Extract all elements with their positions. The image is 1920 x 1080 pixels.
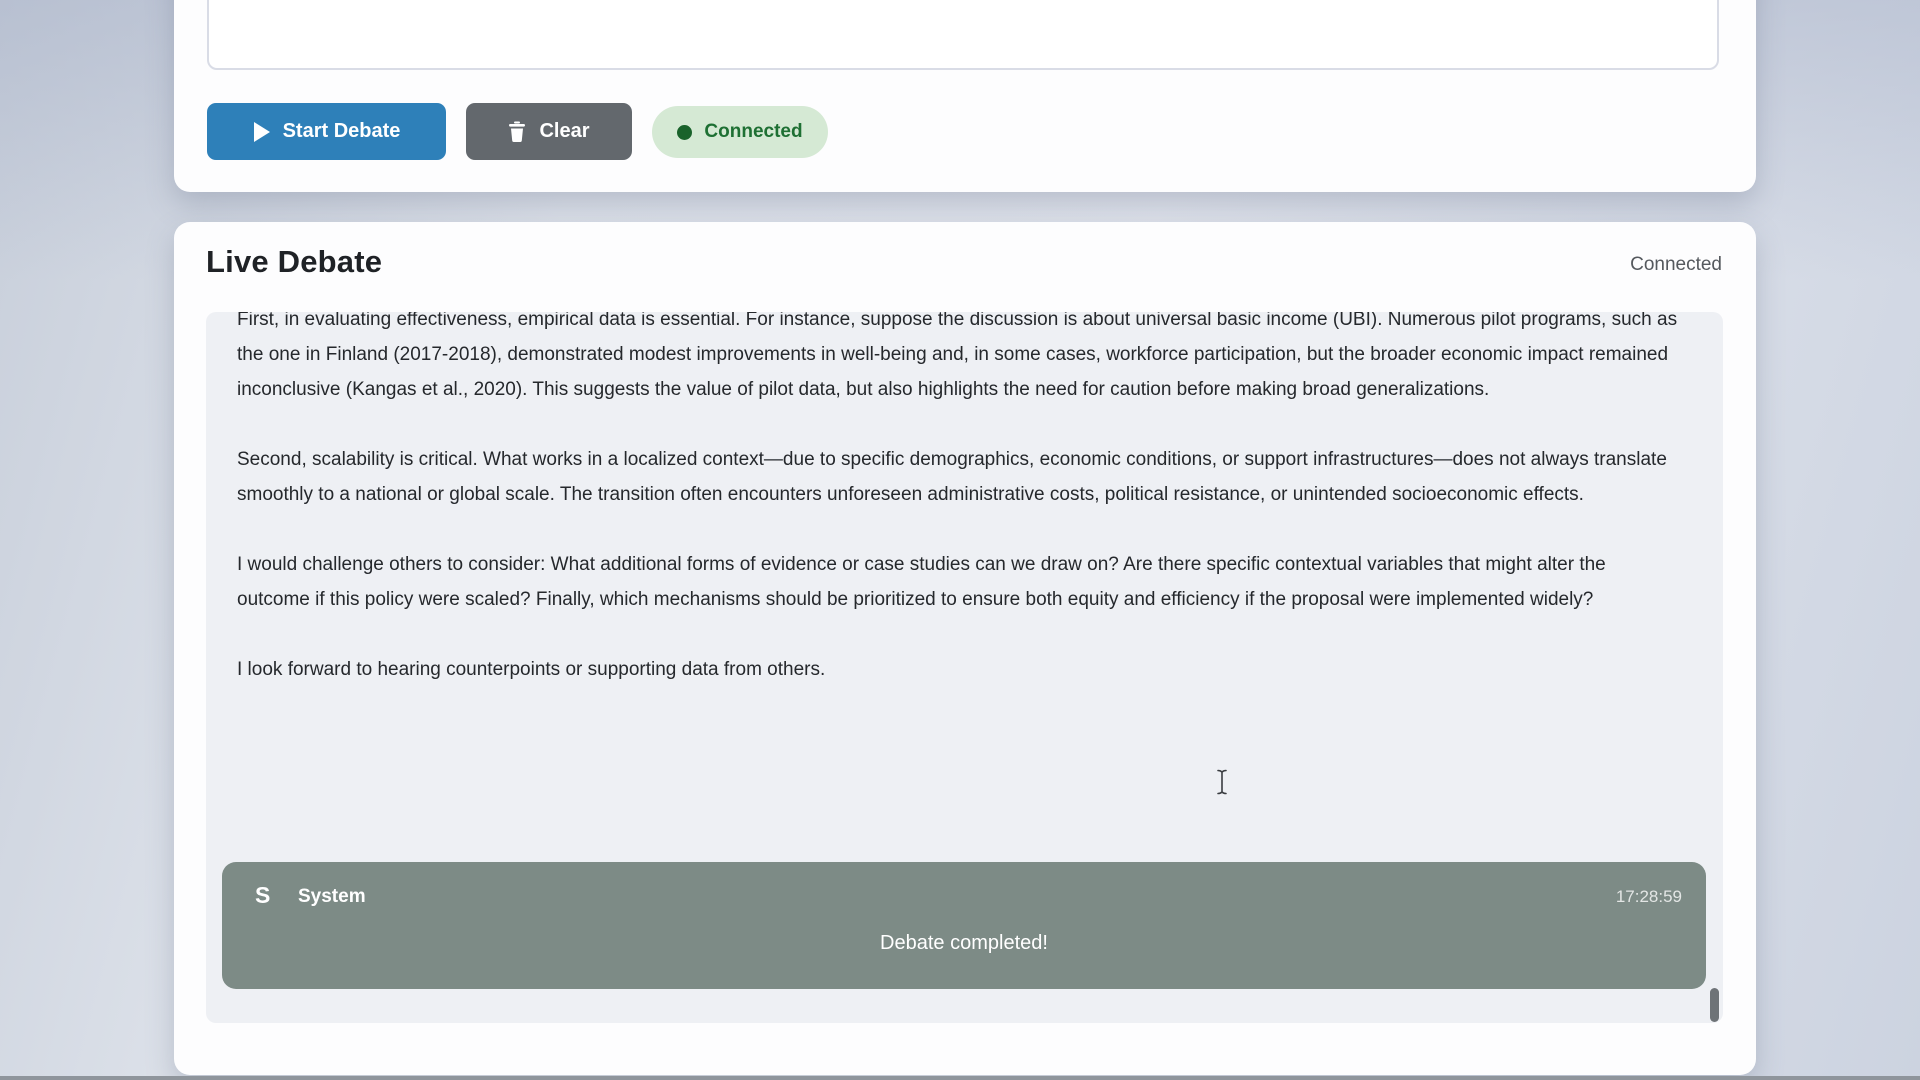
text-cursor-icon	[1216, 769, 1228, 800]
transcript-paragraph: I would challenge others to consider: What additional forms of evidence or case studies can we draw on? Are there specific contextual variables that might alter the outcome if this policy were scaled? Finally, which mechanisms should be prioritized to ensure both equity and efficiency if the proposal were implemented widely?	[237, 554, 1606, 610]
live-debate-card	[174, 222, 1756, 1075]
system-message	[222, 862, 1706, 989]
system-sender: System	[298, 886, 366, 907]
system-avatar: S	[255, 882, 271, 908]
start-debate-label: Start Debate	[282, 120, 401, 142]
composer-card	[174, 0, 1756, 192]
clear-label: Clear	[539, 120, 590, 142]
bottom-edge-strip	[0, 1076, 1920, 1080]
transcript-paragraph: I look forward to hearing counterpoints or supporting data from others.	[237, 659, 826, 680]
connected-dot-icon	[677, 125, 692, 140]
scrollbar-thumb[interactable]	[1710, 988, 1719, 1022]
connection-badge	[652, 106, 828, 158]
system-message-body: Debate completed!	[880, 932, 1048, 954]
transcript-paragraph: First, in evaluating effectiveness, empirical data is essential. For instance, suppose the discussion is about universal basic income (UBI). Numerous pilot programs, such as the one in Finland (2017-2018), demonstrated modest improvements in well-being and, in some cases, workforce participation, but the broader economic impact remained inconclusive (Kangas et al., 2020). This suggests the value of pilot data, but also highlights the need for caution before making broad generalizations.	[237, 312, 1678, 400]
connection-status: Connected	[1630, 254, 1722, 275]
transcript	[237, 312, 1681, 722]
system-timestamp: 17:28:59	[1615, 887, 1682, 906]
play-icon	[253, 122, 270, 142]
transcript-panel[interactable]	[206, 312, 1723, 1023]
page-title: Live Debate	[206, 244, 383, 279]
start-debate-button[interactable]	[207, 103, 446, 160]
connection-badge-label: Connected	[704, 121, 803, 142]
trash-icon	[508, 121, 526, 142]
clear-button[interactable]	[466, 103, 632, 160]
debate-topic-input[interactable]	[207, 0, 1719, 70]
transcript-paragraph: Second, scalability is critical. What works in a localized context—due to specific demographics, economic conditions, or support infrastructures—does not always translate smoothly to a national or global scale. The transition often encounters unforeseen administrative costs, political resistance, or unintended socioeconomic effects.	[237, 449, 1667, 505]
